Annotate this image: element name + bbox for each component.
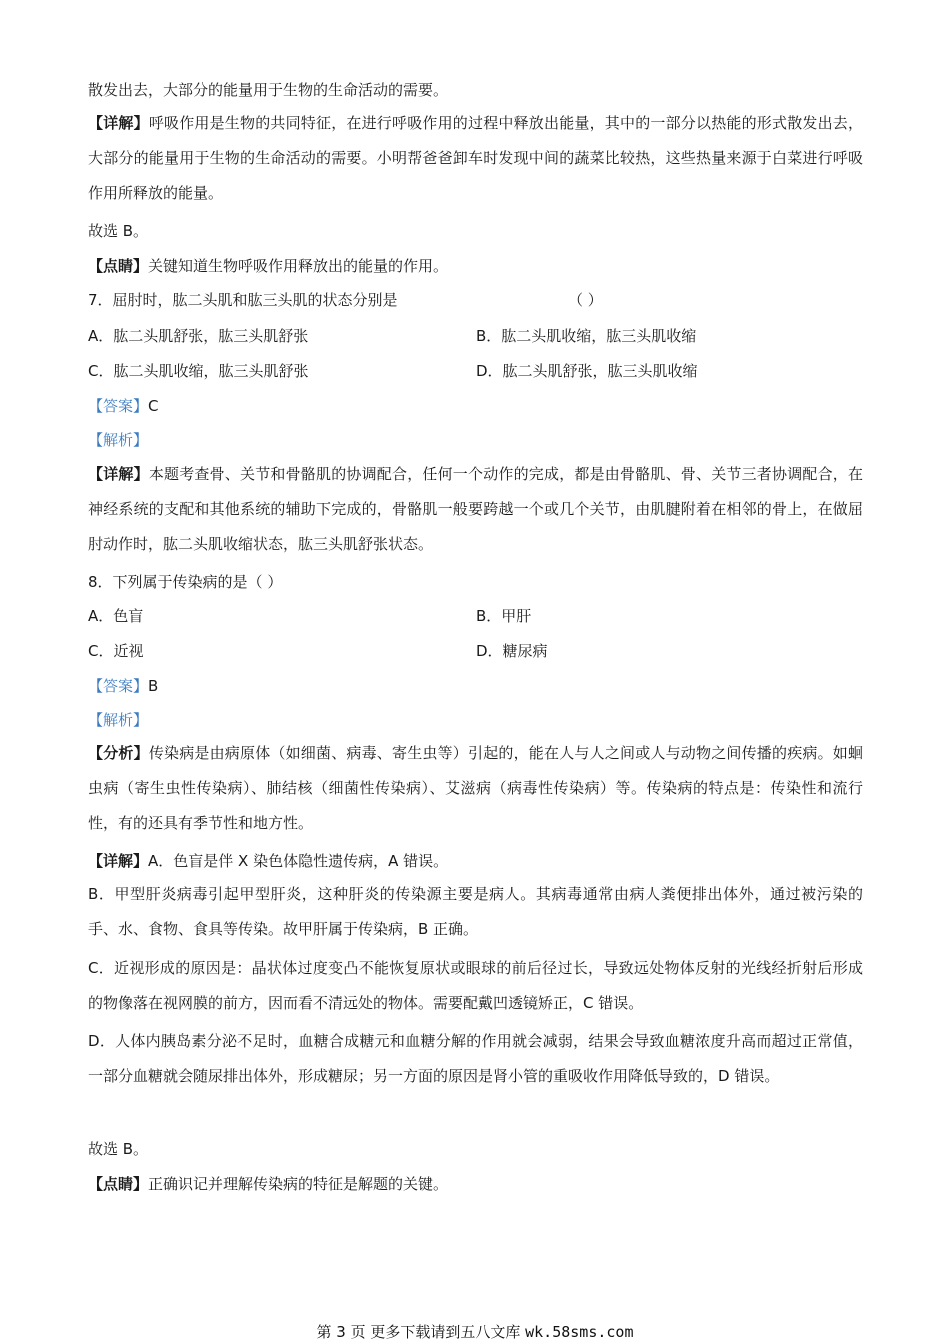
q8-analysis-tag: 【解析】 xyxy=(88,711,149,729)
q8-detail-d: D．人体内胰岛素分泌不足时，血糖合成糖元和血糖分解的作用就会减弱，结果会导致血糖浓度升高而超过正常值，一部分血糖就会随尿排出体外，形成糖尿；另一方面的原因是肾小管的重吸收作用降低导致的，D 错误。 xyxy=(88,1032,863,1085)
q7-answer-value: C xyxy=(148,397,159,415)
q6-comment-tag: 【点睛】 xyxy=(88,257,149,275)
q8-analysis-text: 传染病是由病原体（如细菌、病毒、寄生虫等）引起的，能在人与人之间或人与动物之间传播的疾病。如蛔虫病（寄生虫性传染病）、肺结核（细菌性传染病）、艾滋病（病毒性传染病）等。传染病的特点是：传染性和流行性，有的还具有季节性和地方性。 xyxy=(88,744,863,832)
q7-detail xyxy=(88,457,863,562)
q8-detail-b: B．甲型肝炎病毒引起甲型肝炎，这种肝炎的传染源主要是病人。其病毒通常由病人粪便排出体外，通过被污染的手、水、食物、食具等传染。故甲肝属于传染病，B 正确。 xyxy=(88,885,863,938)
q6-detail-text: 呼吸作用是生物的共同特征，在进行呼吸作用的过程中释放出能量，其中的一部分以热能的形式散发出去，大部分的能量用于生物的生命活动的需要。小明帮爸爸卸车时发现中间的蔬菜比较热，这些热量来源于白菜进行呼吸作用所释放的能量。 xyxy=(88,114,863,202)
q6-comment xyxy=(88,256,448,276)
q8-analysis2-tag: 【分析】 xyxy=(88,744,149,762)
q8-option-c: C．近视 xyxy=(88,642,144,660)
q8-option-d: D．糖尿病 xyxy=(476,642,548,660)
q6-choose: 故选 B。 xyxy=(88,222,149,240)
q8-comment-tag: 【点睛】 xyxy=(88,1175,149,1193)
q7-stem: 7．屈肘时，肱二头肌和肱三头肌的状态分别是 xyxy=(88,291,398,309)
q7-option-c: C．肱二头肌收缩，肱三头肌舒张 xyxy=(88,362,309,380)
footer-site-link[interactable]: wk.58sms.com xyxy=(525,1323,634,1341)
q6-comment-text: 关键知道生物呼吸作用释放出的能量的作用。 xyxy=(148,257,449,275)
q8-choose: 故选 B。 xyxy=(88,1140,149,1158)
q7-paren: （ ） xyxy=(568,291,603,309)
q8-answer-value: B xyxy=(148,677,159,695)
q7-detail-tag: 【详解】 xyxy=(88,465,149,483)
q8-answer xyxy=(88,676,158,696)
q7-answer-tag: 【答案】 xyxy=(88,397,149,415)
q8-answer-tag: 【答案】 xyxy=(88,677,149,695)
q7-analysis-tag: 【解析】 xyxy=(88,431,149,449)
q6-detail xyxy=(88,106,863,211)
q7-option-a: A．肱二头肌舒张，肱三头肌舒张 xyxy=(88,327,309,345)
q8-detail-tag: 【详解】 xyxy=(88,852,149,870)
footer-page-text: 第 3 页 更多下载请到五八文库 xyxy=(316,1323,526,1341)
q8-comment-text: 正确识记并理解传染病的特征是解题的关键。 xyxy=(148,1175,449,1193)
q8-option-a: A．色盲 xyxy=(88,607,144,625)
q7-detail-text: 本题考查骨、关节和骨骼肌的协调配合，任何一个动作的完成，都是由骨骼肌、骨、关节三者协调配合，在神经系统的支配和其他系统的辅助下完成的，骨骼肌一般要跨越一个或几个关节，由肌腱附着在相邻的骨上，在做屈肘动作时，肱二头肌收缩状态，肱三头肌舒张状态。 xyxy=(88,465,863,553)
q8-stem: 8．下列属于传染病的是（ ） xyxy=(88,573,283,591)
q8-option-b: B．甲肝 xyxy=(476,607,532,625)
q7-answer xyxy=(88,396,159,416)
q8-detail-a xyxy=(88,851,448,871)
page-footer xyxy=(0,1322,950,1342)
q8-comment xyxy=(88,1174,448,1194)
q7-option-d: D．肱二头肌舒张，肱三头肌收缩 xyxy=(476,362,698,380)
q6-detail-tag: 【详解】 xyxy=(88,114,149,132)
q8-detail-c: C．近视形成的原因是：晶状体过度变凸不能恢复原状或眼球的前后径过长，导致远处物体反射的光线经折射后形成的物像落在视网膜的前方，因而看不清远处的物体。需要配戴凹透镜矫正，C 错误。 xyxy=(88,959,863,1012)
q8-detail-a-text: A．色盲是伴 X 染色体隐性遗传病，A 错误。 xyxy=(148,852,449,870)
intro-tail-text: 散发出去，大部分的能量用于生物的生命活动的需要。 xyxy=(88,81,449,99)
q8-analysis xyxy=(88,736,863,841)
q7-option-b: B．肱二头肌收缩，肱三头肌收缩 xyxy=(476,327,697,345)
